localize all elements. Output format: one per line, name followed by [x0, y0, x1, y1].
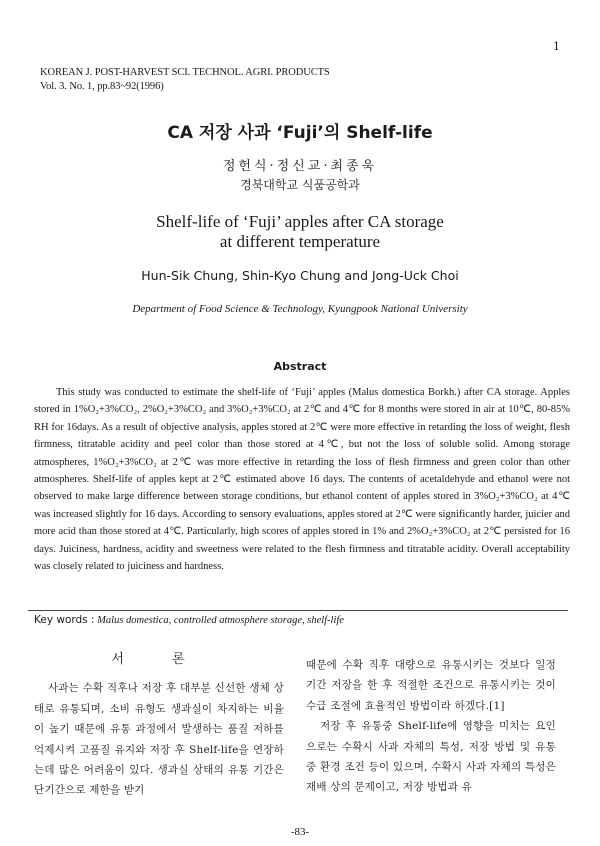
- keywords-label: Key words :: [34, 614, 95, 626]
- title-english: [0, 212, 600, 252]
- journal-header: [40, 66, 330, 94]
- left-column: [34, 650, 284, 801]
- section-heading: 서 론: [111, 652, 207, 667]
- right-column-paragraph-2: 저장 후 유통중 Shelf-life에 영향을 미치는 요인으로는 수확시 사과 자체의 특성, 저장 방법 및 유통 중 환경 조건 등이 있으며, 수확시 사과 자체의 특성은 재배 상의 문제이고, 저장 방법과 유: [306, 720, 556, 794]
- title-english-line2: at different temperature: [219, 232, 381, 251]
- authors-english: Hun-Sik Chung, Shin-Kyo Chung and Jong-Uck Choi: [141, 268, 459, 283]
- title-english-line1: Shelf-life of ‘Fuji’ apples after CA storage: [156, 212, 444, 231]
- right-column-paragraph-1: 때문에 수확 직후 대량으로 유통시키는 것보다 일정 기간 저장을 한 후 적절한 조건으로 유통시키는 것이 수급 조절에 효율적인 방법이라 하겠다.[1]: [306, 659, 556, 712]
- page-number-bottom: -83-: [290, 826, 310, 838]
- left-column-paragraph: 사과는 수확 직후나 저장 후 대부분 신선한 생체 상태로 유통되며, 소비 유형도 생과실이 차지하는 비율이 높기 때문에 유통 과정에서 발생하는 품질 저하를 억제시켜 고품질 유지와 저장 후 Shelf-life을 연장하는데 많은 어려움이 있다. 생과실 상태의 유통 기간은 단기간으로 제한을 받기: [34, 682, 284, 797]
- journal-volume: Vol. 3. No. 1, pp.83~92(1996): [40, 81, 164, 92]
- authors-korean: 정헌식·정신교·최종욱: [222, 159, 378, 174]
- divider: [28, 610, 568, 611]
- affiliation-english: Department of Food Science & Technology, Kyungpook National University: [132, 303, 468, 315]
- abstract-heading: Abstract: [273, 360, 327, 373]
- keywords: [34, 614, 344, 626]
- title-korean: CA 저장 사과 ‘Fuji’의 Shelf-life: [167, 123, 433, 143]
- page-number-top: 1: [553, 40, 560, 53]
- affiliation-korean: 경북대학교 식품공학과: [240, 178, 360, 192]
- abstract-body: This study was conducted to estimate the shelf-life of ‘Fuji’ apples (Malus domestica Borkh.) after CA storage. Apples stored in 1%O₂+3%CO₂, 2%O₂+3%CO₂ and 3%O₂+3%CO₂ at 2℃ and 4℃ for 8 months were stored in air at 10℃, 80-85% RH for 16days. As a result of objective analysis, apples stored at 2℃ were more effective in retarding the loss of weight, flesh firmness, titratable acidity and peel color than those stored at 4℃, but not the loss of soluble solid. Among storage atmospheres, 1%O₂+3%CO₂ at 2℃ was more effective in retarding the loss of flesh firmness and green color than other atmospheres. Shelf-life of apples kept at 2℃ estimated above 16 days. The contents of acetaldehyde and ethanol were not observed to make large difference between storage conditions, but ethanol content of apples stored in 3%O₂+3%CO₂ at 4℃ was increased slightly for 16 days. According to sensory evaluations, apples stored at 2℃ were significantly harder, juicier and more acid than those stored at 4℃. Particularly, high scores of apples stored in 1% and 2%O₂+3%CO₂ at 2℃ persisted for 16 days. Juiciness, hardness, acidity and sweetness were related to the flesh firmness and titratable acidity. Overall acceptability was closely related to juiciness and hardness.: [34, 387, 570, 573]
- right-column: [306, 655, 556, 798]
- keywords-text: Malus domestica, controlled atmosphere storage, shelf-life: [97, 615, 344, 626]
- journal-name: KOREAN J. POST-HARVEST SCI. TECHNOL. AGRI. PRODUCTS: [40, 67, 330, 78]
